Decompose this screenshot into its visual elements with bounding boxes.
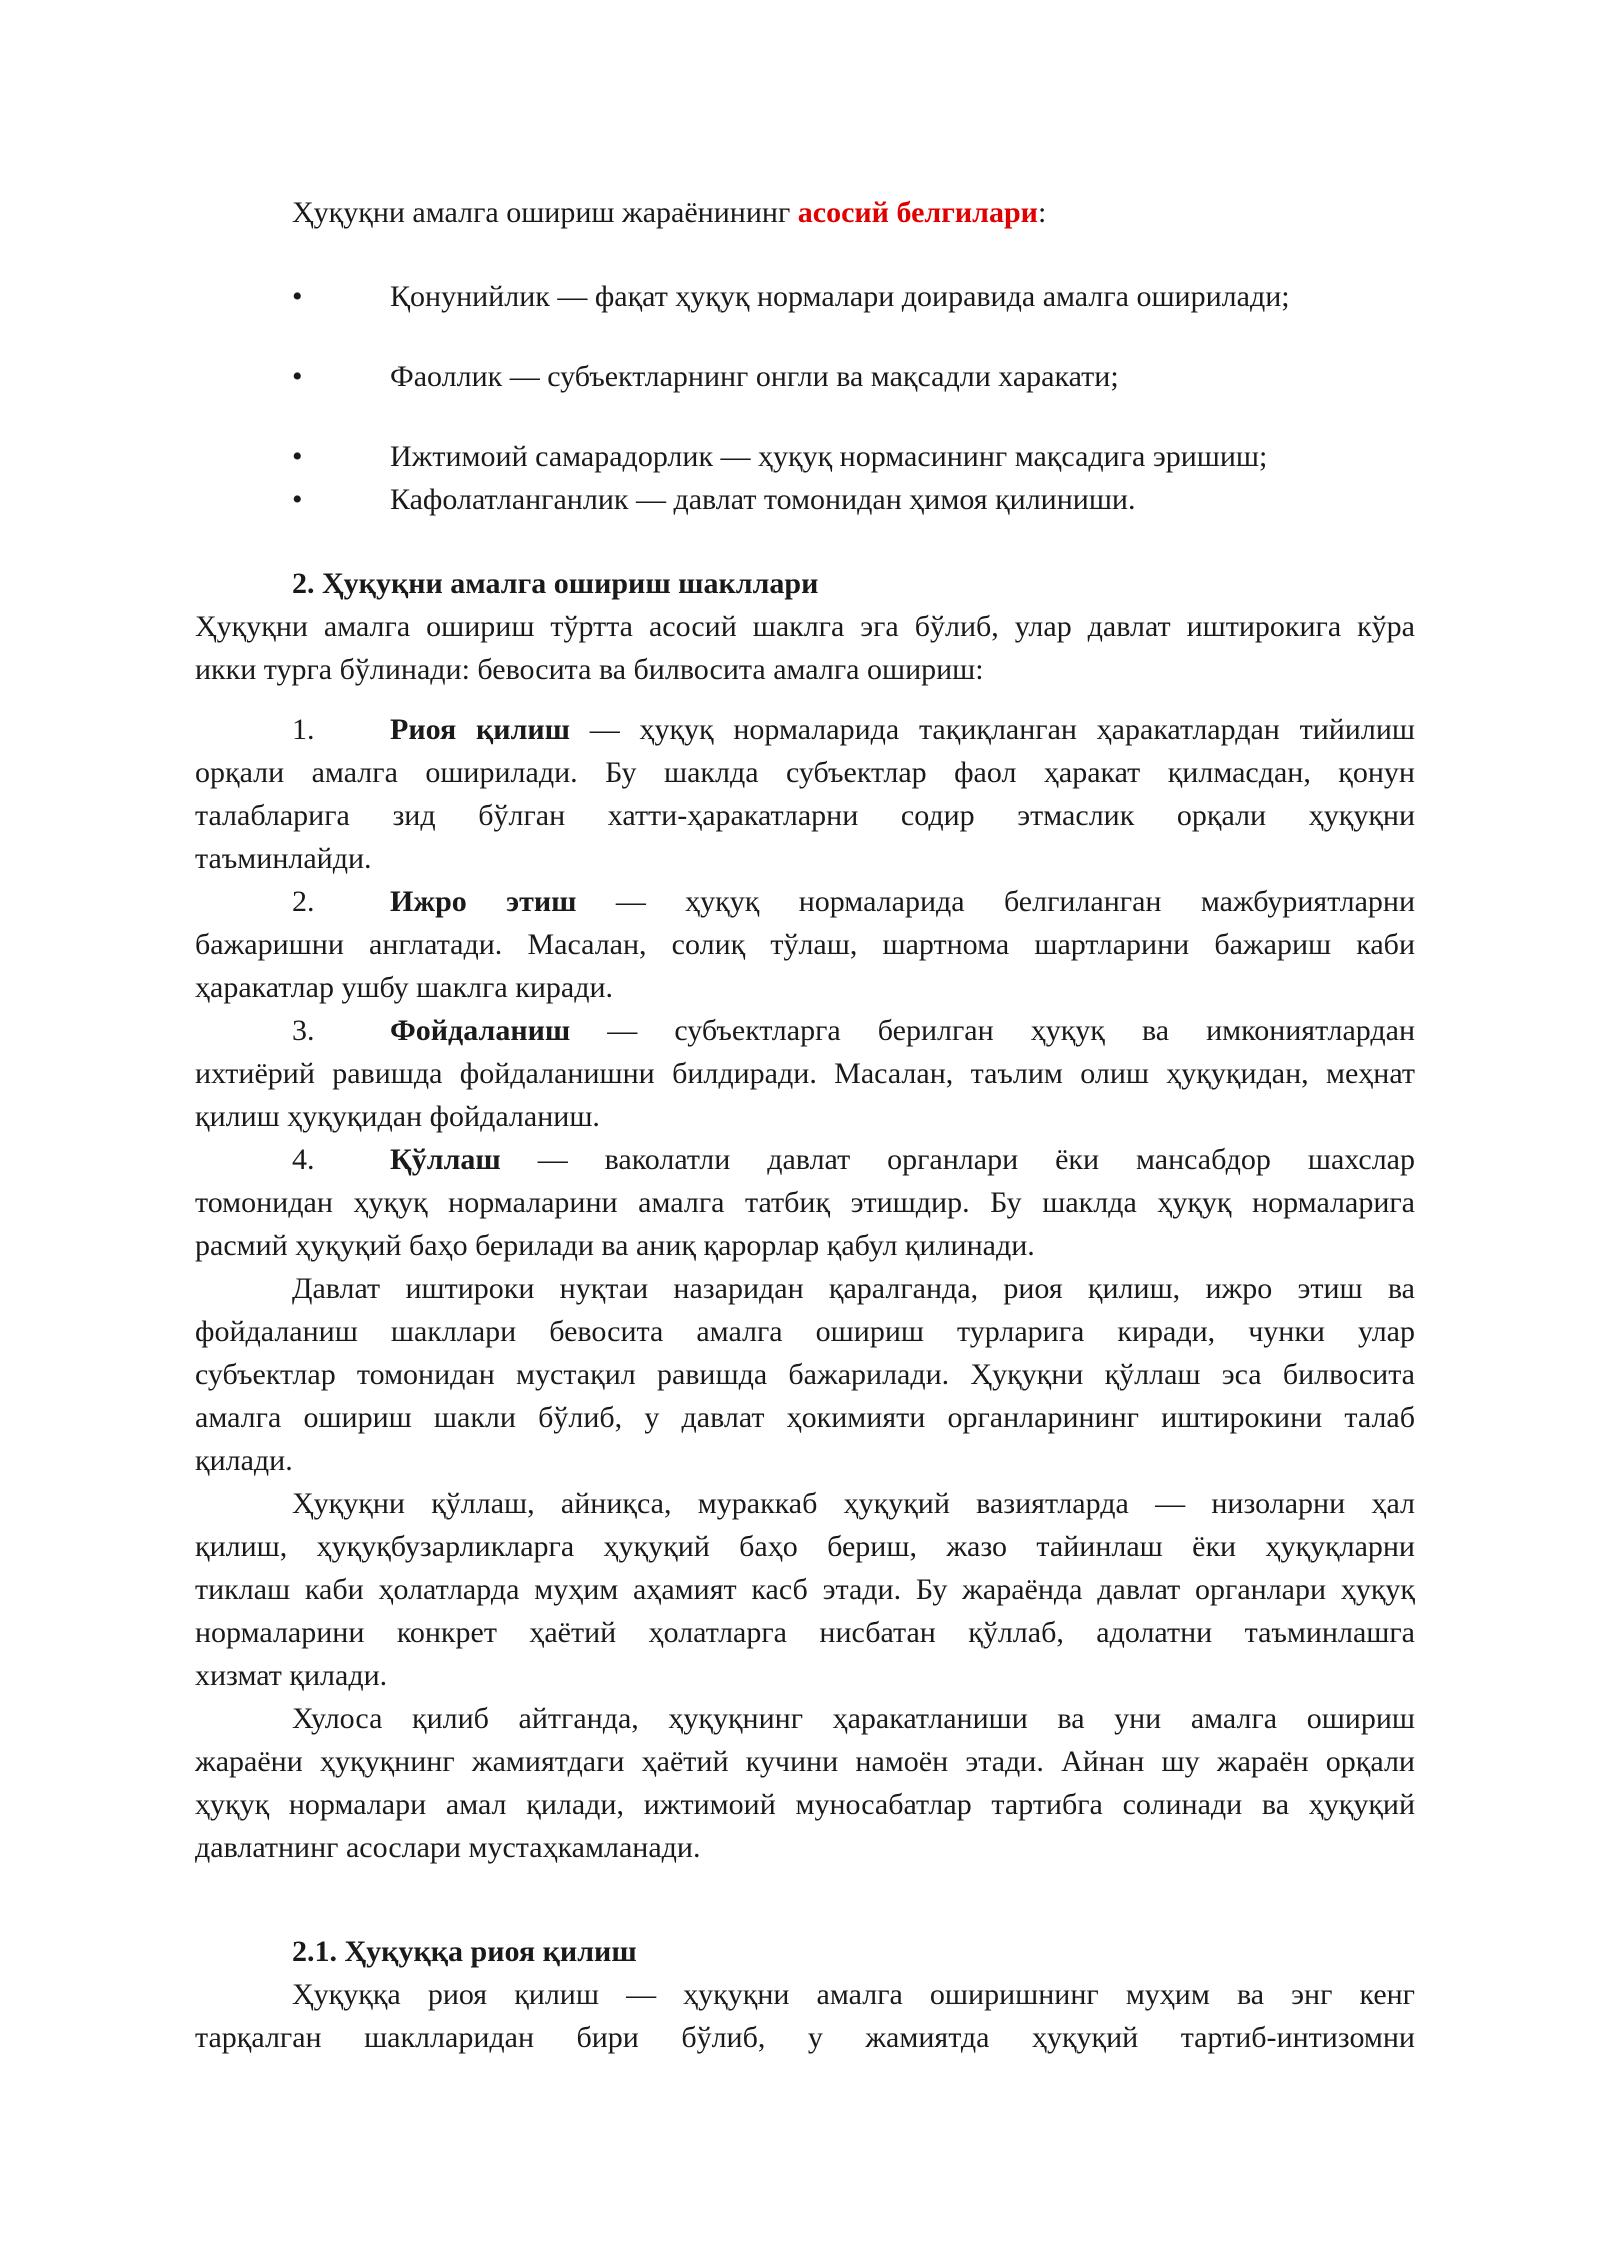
item-first-line: Фойдаланиш — субъектларга берилган ҳуқуқ ва имкониятлардан xyxy=(390,1014,1415,1047)
paragraph-line: қилиш, ҳуқуқбузарликларга ҳуқуқий баҳо бериш, жазо тайинлаш ёки ҳуқуқларни xyxy=(195,1530,1415,1563)
item-first-line: Қўллаш — ваколатли давлат органлари ёки мансабдор шахслар xyxy=(390,1143,1415,1176)
paragraph-line: ихтиёрий равишда фойдаланишни билдиради. Масалан, таълим олиш ҳуқуқидан, меҳнат xyxy=(195,1057,1415,1090)
paragraph-line: қилади. xyxy=(195,1444,293,1477)
paragraph-line: нормаларини конкрет ҳаётий ҳолатларга нисбатан қўллаб, адолатни таъминлашга xyxy=(195,1616,1415,1649)
paragraph-line: ҳуқуқ нормалари амал қилади, ижтимоий муносабатлар тартибга солинади ва ҳуқуқий xyxy=(195,1788,1415,1821)
bullet-marker: • xyxy=(292,280,303,313)
paragraph-line: бажаришни англатади. Масалан, солиқ тўлаш, шартнома шартларини бажариш каби xyxy=(195,928,1415,961)
paragraph-line: орқали амалга оширилади. Бу шаклда субъектлар фаол ҳаракат қилмасдан, қонун xyxy=(195,756,1415,789)
item-term: Риоя қилиш xyxy=(390,713,571,746)
paragraph-line: қилиш ҳуқуқидан фойдаланиш. xyxy=(195,1100,600,1133)
item-term: Фойдаланиш xyxy=(390,1014,571,1047)
paragraph-line: ҳаракатлар ушбу шаклга киради. xyxy=(195,971,614,1004)
intro-text: Ҳуқуқни амалга ошириш жараёнининг xyxy=(292,196,798,229)
list-item: Ижтимоий самарадорлик — ҳуқуқ нормасининг мақсадига эришиш; xyxy=(390,440,1268,473)
item-term: Ижро этиш xyxy=(390,885,577,918)
paragraph-line: таъминлайди. xyxy=(195,842,372,875)
paragraph-line: расмий ҳуқуқий баҳо берилади ва аниқ қарорлар қабул қилинади. xyxy=(195,1229,1035,1262)
item-number: 2. xyxy=(292,885,315,918)
paragraph-line: талабларига зид бўлган хатти-ҳаракатларни содир этмаслик орқали ҳуқуқни xyxy=(195,799,1415,832)
bullet-marker: • xyxy=(292,360,303,393)
item-number: 1. xyxy=(292,713,315,746)
paragraph-line: жараёни ҳуқуқнинг жамиятдаги ҳаётий кучини намоён этади. Айнан шу жараён орқали xyxy=(195,1745,1415,1778)
paragraph-line: давлатнинг асослари мустаҳкамланади. xyxy=(195,1831,701,1864)
paragraph-line: тиклаш каби ҳолатларда муҳим аҳамият касб этади. Бу жараёнда давлат органлари ҳуқуқ xyxy=(195,1573,1415,1606)
paragraph-line: Ҳуқуқни қўллаш, айниқса, мураккаб ҳуқуқий вазиятларда — низоларни ҳал xyxy=(292,1487,1415,1520)
subsection-heading: 2.1. Ҳуқуққа риоя қилиш xyxy=(292,1935,637,1968)
item-first-line: Ижро этиш — ҳуқуқ нормаларида белгиланган мажбуриятларни xyxy=(390,885,1415,918)
paragraph-line: тарқалган шаклларидан бири бўлиб, у жамиятда ҳуқуқий тартиб-интизомни xyxy=(195,2021,1415,2054)
bullet-marker: • xyxy=(292,483,303,516)
intro-colon: : xyxy=(1037,196,1047,229)
item-number: 3. xyxy=(292,1014,315,1047)
paragraph-line: томонидан ҳуқуқ нормаларини амалга татбиқ этишдир. Бу шаклда ҳуқуқ нормаларига xyxy=(195,1186,1415,1219)
item-first-line: Риоя қилиш — ҳуқуқ нормаларида тақиқланган ҳаракатлардан тийилиш xyxy=(390,713,1415,746)
list-item: Кафолатланганлик — давлат томонидан ҳимоя қилиниши. xyxy=(390,483,1136,516)
list-item: Фаоллик — субъектларнинг онгли ва мақсадли харакати; xyxy=(390,360,1119,393)
paragraph-line: Ҳуқуққа риоя қилиш — ҳуқуқни амалга оширишнинг муҳим ва энг кенг xyxy=(292,1978,1415,2011)
paragraph-line: Давлат иштироки нуқтаи назаридан қаралганда, риоя қилиш, ижро этиш ва xyxy=(292,1272,1415,1305)
paragraph-line: хизмат қилади. xyxy=(195,1659,388,1692)
paragraph-line: субъектлар томонидан мустақил равишда бажарилади. Ҳуқуқни қўллаш эса билвосита xyxy=(195,1358,1415,1391)
intro-highlight: асосий белгилари xyxy=(797,196,1038,229)
item-term: Қўллаш xyxy=(390,1143,501,1176)
paragraph-line: фойдаланиш шакллари бевосита амалга ошириш турларига киради, чунки улар xyxy=(195,1315,1415,1348)
section-heading: 2. Ҳуқуқни амалга ошириш шакллари xyxy=(292,567,819,600)
list-item: Қонунийлик — фақат ҳуқуқ нормалари доиравида амалга оширилади; xyxy=(390,280,1290,313)
intro-line xyxy=(292,191,1046,234)
bullet-marker: • xyxy=(292,440,303,473)
paragraph-line: икки турга бўлинади: бевосита ва билвосита амалга ошириш: xyxy=(195,653,984,686)
paragraph-line: Ҳуқуқни амалга ошириш тўртта асосий шаклга эга бўлиб, улар давлат иштирокига кўра xyxy=(195,610,1415,643)
paragraph-line: амалга ошириш шакли бўлиб, у давлат ҳокимияти органларининг иштирокини талаб xyxy=(195,1401,1415,1434)
paragraph-line: Хулоса қилиб айтганда, ҳуқуқнинг ҳаракатланиши ва уни амалга ошириш xyxy=(292,1702,1415,1735)
item-number: 4. xyxy=(292,1143,315,1176)
